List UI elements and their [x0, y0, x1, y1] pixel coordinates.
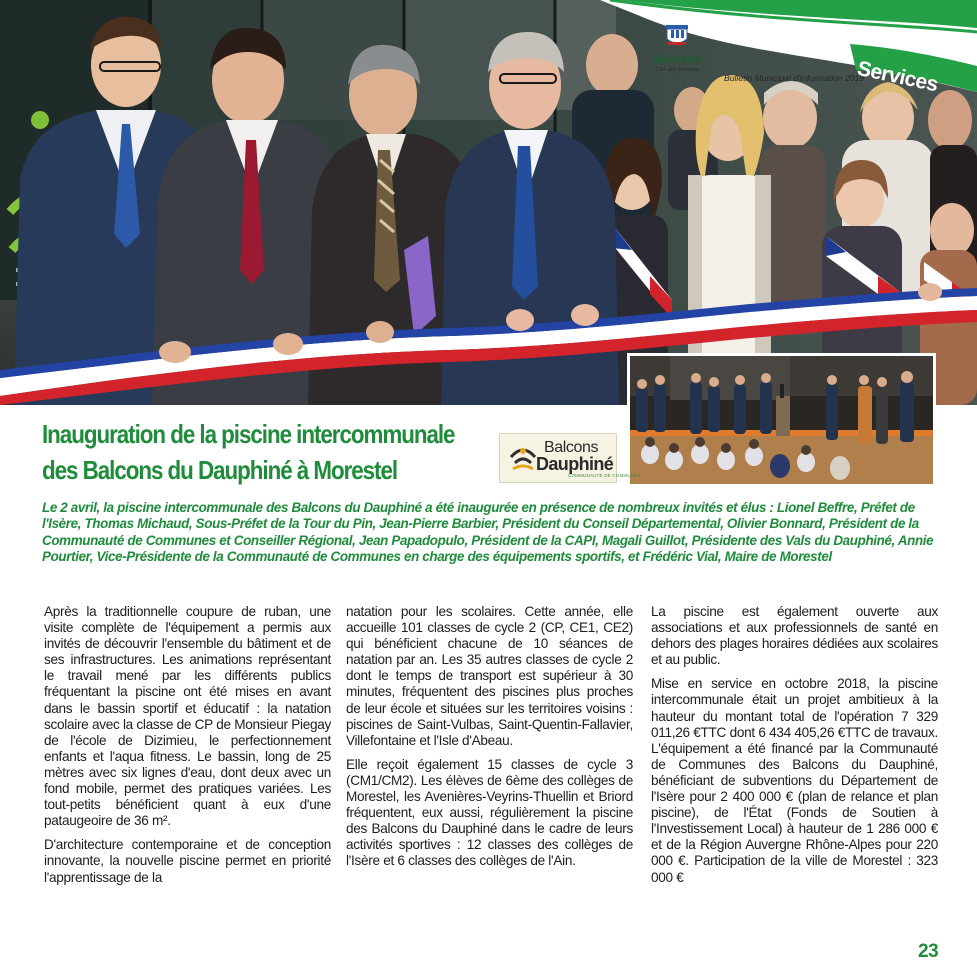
body-column-1 [44, 604, 331, 894]
page-number: 23 [918, 941, 939, 962]
logo-subtitle [568, 473, 641, 478]
morestel-crest [645, 22, 709, 84]
column-1-paragraph-1: Après la traditionnelle coupure de ruban, une visite complète de l'équipement a permis aux invités de découvrir l'ensemble du bâtiment et de ses infrastructures. Les animations représentant le travail mené par les différents publics fréquentant la piscine ont été mises en avant dans le bassin sportif et éducatif : la natation scolaire avec la classe de CP de Monsieur Piegay de l'école de Dizimieu, le perfectionnement enfants et l'aqua fitness. Le bassin, long de 25 mètres avec six lignes d'eau, dont deux avec un fond mobile, permet des pratiques variées. Les tout-petits bénéficient quant à eux d'une pataugeoire de 36 m². [44, 604, 331, 829]
inset-photo [627, 353, 936, 487]
title-line-2: des Balcons du Dauphiné à Morestel [42, 455, 398, 485]
section-label: Services [855, 56, 940, 97]
bulletin-label: Bulletin Municipal d'Information 2019 [724, 73, 865, 83]
body-column-3 [651, 604, 938, 894]
town-motto: Cité des peintres [655, 66, 699, 73]
column-2-paragraph-2: Elle reçoit également 15 classes de cycle 3 (CM1/CM2). Les élèves de 6ème des collèges de Morestel, les Avenières-Veyrins-Thuellin et Briord fréquentent, eux aussi, régulièrement la piscine des Balcons du Dauphiné dans le cadre de leurs activités sportives : 12 classes des collèges de l'Isère et 6 classes des collèges de l'Ain. [346, 756, 633, 869]
balcons-dauphine-logo [499, 433, 641, 483]
logo-word-balcons: Balcons [544, 439, 599, 456]
article-intro: Le 2 avril, la piscine intercommunale des Balcons du Dauphiné a été inaugurée en présence de nombreux invités et élus : Lionel Beffre, Préfet de l'Isère, Thomas Michaud, Sous-Préfet de la Tour du Pin, Jean-Pierre Barbier, Président du Conseil Départemental, Olivier Bonnard, Président de la Communauté de Communes et Conseiller Régional, Jean Papadopulo, Président de la CAPI, Magali Guillot, Présidente des Vals du Dauphiné, Annie Pourtier, Vice-Présidente de la Communauté de Communes en charge des équipements sportifs, et Frédéric Vial, Maire de Morestel [42, 500, 934, 565]
column-1-paragraph-2: D'architecture contemporaine et de conception innovante, la nouvelle piscine permet en priorité l'apprentissage de la [44, 837, 331, 885]
logo-subtitle-2: DE COMMUNES [604, 473, 641, 478]
body-column-2 [346, 604, 633, 878]
town-name: Morestel [652, 52, 702, 66]
speech-audience-photo [630, 356, 933, 484]
logo-subtitle-1: COMMUNAUTÉ [568, 473, 603, 478]
title-line-1: Inauguration de la piscine intercommunale [42, 419, 455, 449]
logo-word-dauphine: Dauphiné [536, 454, 614, 474]
column-3-paragraph-2: Mise en service en octobre 2018, la piscine intercommunale était un projet ambitieux à la hauteur du montant total de l'opération 7 329 011,26 €TTC dont 6 434 405,26 €TTC de travaux. L'équipement a été financé par la Communauté de Communes des Balcons du Dauphiné, bénéficiant de subventions du Département de l'Isère pour 2 400 000 € (plan de relance et plan piscine), de l'État (Fonds de Soutien à l'Investissement Local) à hauteur de 1 286 000 € et de la Région Auvergne Rhône-Alpes pour 220 000 €. Participation de la ville de Morestel : 323 000 € [651, 676, 938, 885]
coat-of-arms-icon [664, 22, 690, 48]
column-2-paragraph-1: natation pour les scolaires. Cette année, elle accueille 101 classes de cycle 2 (CP, CE1, CE2) qui bénéficient chacune de 10 séances de natation par an. Les 35 autres classes de cycle 2 dont le temps de transport est supérieur à 30 minutes, fréquentent des piscines plus proches de leur école et situées sur les territoires voisins : piscines de Saint-Vulbas, Saint-Quentin-Fallavier, Villefontaine et l'Isle d'Abeau. [346, 604, 633, 748]
article-title [42, 416, 455, 488]
column-3-paragraph-1: La piscine est également ouverte aux associations et aux professionnels de santé en dehors des plages horaires dédiées aux scolaires et au public. [651, 604, 938, 668]
